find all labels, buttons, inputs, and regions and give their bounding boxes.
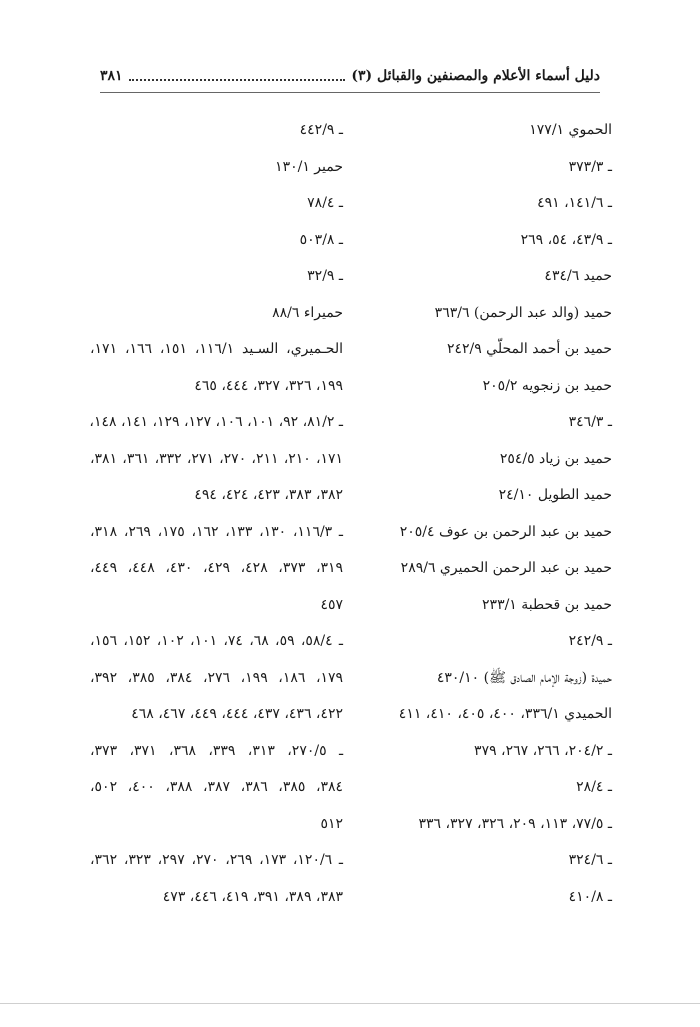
index-entry: ـ ١٤١/٦، ٤٩١ [537, 195, 612, 211]
page-edge-line [0, 1003, 700, 1004]
header-rule [100, 92, 600, 93]
running-title: دليل أسماء الأعلام والمصنفين والقبائل (٣) [351, 68, 600, 84]
index-entry: ٤٥٧ [320, 596, 343, 613]
index-entry: حميد بن عبد الرحمن الحميري ٢٨٩/٦ [400, 560, 612, 576]
index-entry: حميد الطويل ٢٤/١٠ [498, 487, 612, 503]
index-entry: ٣١٩، ٣٧٣، ٤٢٨، ٤٢٩، ٤٣٠، ٤٤٨، ٤٤٩، [90, 560, 344, 576]
index-entry: ٤٢٢، ٤٣٦، ٤٣٧، ٤٤٤، ٤٤٩، ٤٦٧، ٤٦٨ [131, 706, 343, 722]
header-dot-leader [129, 79, 346, 81]
index-entry: ـ ٣٢٤/٦ [568, 852, 612, 868]
index-entry: الحـميري، السـيد ١١٦/١، ١٥١، ١٦٦، ١٧١، [90, 341, 343, 357]
index-entry: ـ ٧٨/٤ [307, 195, 343, 211]
index-entry: ١٧٩، ١٨٦، ١٩٩، ٢٧٦، ٣٨٤، ٣٨٥، ٣٩٢، [90, 669, 344, 686]
index-entry: حميد بن زياد ٢٥٤/٥ [499, 450, 612, 467]
index-entry: ٣٨٣، ٣٨٩، ٣٩١، ٤١٩، ٤٤٦، ٤٧٣ [162, 888, 343, 905]
index-entry: حميراء ٨٨/٦ [272, 304, 343, 321]
index-entry: ـ ٢٧٠/٥، ٣١٣، ٣٣٩، ٣٦٨، ٣٧١، ٣٧٣، [90, 742, 344, 759]
index-entry: ـ ١١٦/٣، ١٣٠، ١٣٣، ١٦٢، ١٧٥، ٢٦٩، ٣١٨، [90, 523, 344, 540]
index-entry: ـ ٥٠٣/٨ [299, 231, 343, 248]
index-entry: ـ ٤٣/٩، ٥٤، ٢٦٩ [520, 231, 612, 248]
index-entry: الحميدي ٣٣٦/١، ٤٠٠، ٤٠٥، ٤١٠، ٤١١ [398, 706, 612, 722]
index-entry: حميد (والد عبد الرحمن) ٣٦٣/٦ [434, 304, 612, 321]
index-entry: ـ ٣٧٣/٣ [568, 158, 612, 175]
index-column-left [90, 112, 343, 915]
index-entry: الحموي ١٧٧/١ [529, 122, 612, 138]
index-entry: ـ ٢٨/٤ [576, 779, 612, 795]
index-entry: ـ ٤١٠/٨ [568, 888, 612, 905]
index-entry: ١٧١، ٢١٠، ٢١١، ٢٧٠، ٢٧١، ٣٣٢، ٣٦١، ٣٨١، [90, 450, 344, 467]
index-entry: حمير ١٣٠/١ [275, 158, 343, 175]
index-entry: ـ ٣٤٦/٣ [568, 414, 612, 430]
index-entry: حميد ٤٣٤/٦ [544, 268, 612, 284]
index-entry: حميدة (زوجة الإمام الصادق ﷺ) ٤٣٠/١٠ [436, 669, 612, 686]
index-entry: ـ ٥٨/٤، ٥٩، ٦٨، ٧٤، ١٠١، ١٠٢، ١٥٢، ١٥٦، [90, 633, 344, 649]
index-entry: ٣٨٤، ٣٨٥، ٣٨٦، ٣٨٧، ٣٨٨، ٤٠٠، ٥٠٢، [90, 779, 344, 795]
index-entry: ـ ٤٤٢/٩ [299, 122, 343, 138]
index-entry: ـ ٢٤٢/٩ [568, 633, 612, 649]
index-column-right [357, 112, 612, 915]
index-entry: ـ ٣٢/٩ [307, 268, 343, 284]
index-entry: ـ ٧٧/٥، ١١٣، ٢٠٩، ٣٢٦، ٣٢٧، ٣٣٦ [418, 815, 612, 832]
index-entry: حميد بن أحمد المحلّي ٢٤٢/٩ [446, 341, 612, 357]
index-entry: ١٩٩، ٣٢٦، ٣٢٧، ٤٤٤، ٤٦٥ [194, 377, 343, 394]
index-entry: ـ ١٢٠/٦، ١٧٣، ٢٦٩، ٢٧٠، ٢٩٧، ٣٢٣، ٣٦٢، [90, 852, 344, 868]
index-entry: ٣٨٢، ٣٨٣، ٤٢٣، ٤٢٤، ٤٩٤ [194, 487, 343, 503]
index-entry: ـ ٨١/٢، ٩٢، ١٠١، ١٠٦، ١٢٧، ١٢٩، ١٤١، ١٤٨، [89, 414, 343, 430]
index-entry: ـ ٢٠٤/٢، ٢٦٦، ٢٦٧، ٣٧٩ [474, 742, 612, 759]
index-entry: ٥١٢ [320, 815, 343, 832]
index-entry: حميد بن زنجويه ٢٠٥/٢ [482, 377, 612, 394]
index-entry: حميد بن عبد الرحمن بن عوف ٢٠٥/٤ [399, 523, 612, 540]
page-number: ٣٨١ [100, 68, 123, 84]
page-header [100, 62, 600, 90]
index-entry: حميد بن قحطبة ٢٣٣/١ [482, 596, 612, 613]
